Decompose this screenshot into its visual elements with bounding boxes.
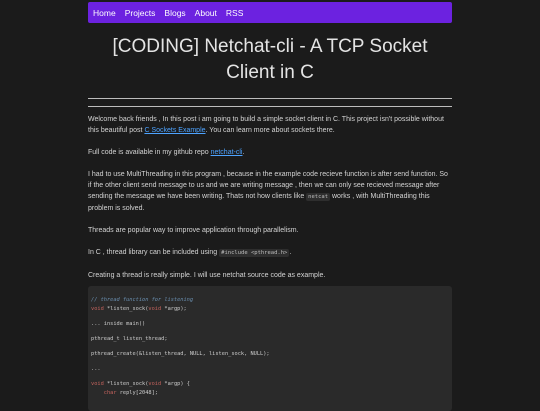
paragraph-text: . You can learn more about sockets there. [205, 127, 335, 134]
paragraph-creating-thread: Creating a thread is really simple. I will use netchat source code as example. [88, 272, 326, 279]
code-text: *argp); [161, 306, 187, 312]
code-text: *argp) { [161, 381, 190, 387]
paragraph-text: In C , thread library can be included using [88, 249, 220, 256]
paragraph-multithreading [88, 169, 452, 214]
c-sockets-example-link[interactable]: C Sockets Example [144, 127, 206, 134]
code-keyword: void [148, 306, 162, 312]
code-comment: // thread function for listening [91, 297, 194, 303]
code-line-def [91, 380, 448, 389]
code-line-decl [91, 305, 448, 314]
paragraph-text: Welcome back friends , In this post i am going to build a simple socket client in C. This project isn't possible without this beautiful post [88, 116, 444, 134]
inline-code-include: #include <pthread.h> [221, 250, 288, 256]
code-keyword: void [91, 306, 104, 312]
top-nav [88, 2, 452, 23]
code-text: *listen_sock( [103, 306, 149, 312]
code-line-pthread-t: pthread_t listen_thread; [91, 336, 168, 342]
code-text: reply[2048]; [116, 390, 158, 396]
paragraph-include [88, 247, 452, 259]
code-line-dots: ... [91, 366, 101, 372]
netchat-cli-link[interactable]: netchat-cli [210, 149, 243, 156]
code-text: *listen_sock( [103, 381, 149, 387]
title-divider-top [88, 98, 452, 99]
code-keyword: void [91, 381, 104, 387]
code-keyword: void [148, 381, 162, 387]
nav-home-link[interactable]: Home [93, 7, 116, 18]
post-title: [CODING] Netchat-cli - A TCP Socket Client in C [112, 36, 428, 83]
nav-about-link[interactable]: About [194, 7, 217, 18]
inline-code-netcat: netcat [308, 194, 329, 200]
code-line-create: pthread_create(&listen_thread, NULL, listen_sock, NULL); [91, 351, 270, 357]
code-line-main: ... inside main() [91, 321, 146, 327]
nav-rss-link[interactable]: RSS [225, 7, 244, 18]
title-divider-bottom [88, 106, 452, 107]
paragraph-threads: Threads are popular way to improve application through parallelism. [88, 227, 299, 234]
nav-blogs-link[interactable]: Blogs [164, 7, 186, 18]
paragraph-repo [88, 147, 452, 158]
code-line-reply [91, 389, 448, 398]
paragraph-intro [88, 114, 452, 136]
paragraph-text: Full code is available in my github repo [88, 149, 211, 156]
paragraph-text: I had to use MultiThreading in this program , because in the example code recieve function is after send function. So if the other client send message to us and we are writing message , then we can only see recieved message after sending the message we have been writing. Thats not how clients like [88, 171, 448, 200]
code-block[interactable] [88, 286, 452, 411]
paragraph-text: works , with MultiThreading this problem is solved. [88, 193, 430, 212]
code-keyword: char [103, 390, 117, 396]
paragraph-text: . [289, 249, 292, 256]
nav-projects-link[interactable]: Projects [124, 7, 156, 18]
post-body [88, 114, 452, 292]
paragraph-text: . [242, 149, 245, 156]
